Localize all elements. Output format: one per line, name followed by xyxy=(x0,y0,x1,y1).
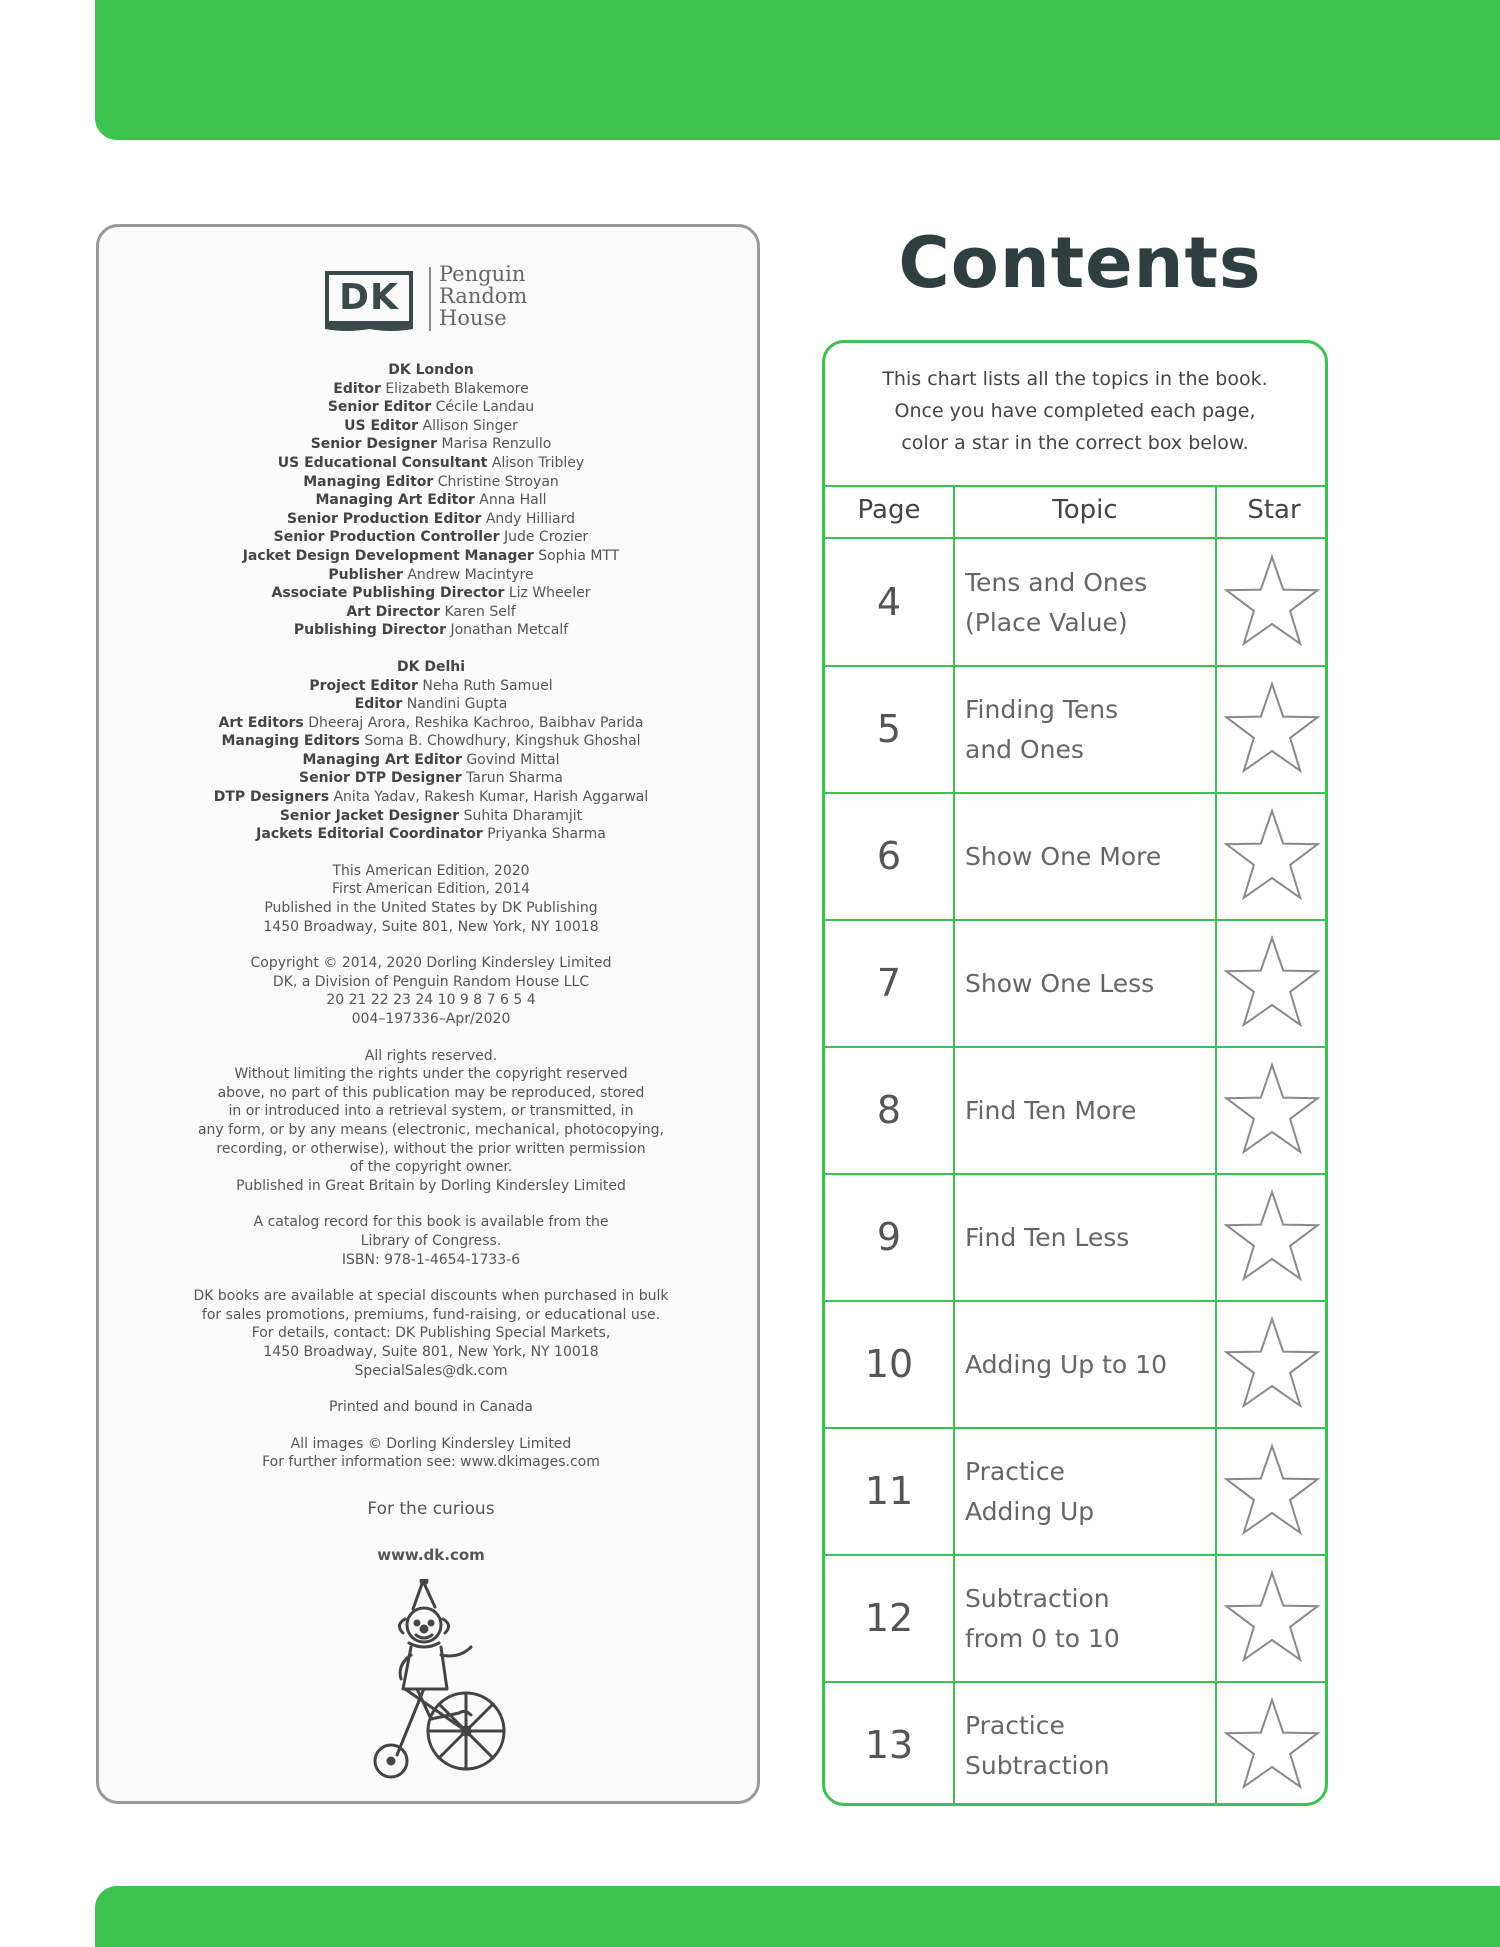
credit-line xyxy=(99,491,763,510)
bottom-green-band xyxy=(95,1886,1500,1947)
special-line: 1450 Broadway, Suite 801, New York, NY 10018 xyxy=(263,1343,599,1360)
catalog-line: ISBN: 978-1-4654-1733-6 xyxy=(341,1251,521,1268)
credit-name: Alison Tribley xyxy=(491,454,585,471)
credit-name: Allison Singer xyxy=(422,417,518,434)
credit-name: Christine Stroyan xyxy=(437,473,559,490)
credit-name: Sophia MTT xyxy=(538,547,620,564)
publisher-logo xyxy=(325,263,565,333)
credit-line xyxy=(99,788,763,807)
curious-tagline: For the curious xyxy=(367,1498,495,1519)
credit-role: Jacket Design Development Manager xyxy=(242,547,534,564)
intro-line: color a star in the correct box below. xyxy=(901,432,1249,454)
copyright-line: 20 21 22 23 24 10 9 8 7 6 5 4 xyxy=(326,992,536,1009)
website-link[interactable]: www.dk.com xyxy=(377,1546,485,1565)
credit-line xyxy=(99,732,763,751)
contents-row xyxy=(825,793,1328,920)
edition-line: 1450 Broadway, Suite 801, New York, NY 10018 xyxy=(263,918,599,935)
credit-line xyxy=(99,435,763,454)
edition-info xyxy=(99,862,763,936)
edition-line: This American Edition, 2020 xyxy=(332,862,530,879)
contents-row xyxy=(825,1301,1328,1428)
credit-line xyxy=(99,603,763,622)
row-topic: Practice Adding Up xyxy=(965,1456,1095,1526)
row-page-number: 10 xyxy=(864,1342,914,1386)
copyright-line: DK, a Division of Penguin Random House LLC xyxy=(272,973,590,990)
rights-line: in or introduced into a retrieval system, or transmitted, in xyxy=(228,1103,634,1120)
star-icon[interactable] xyxy=(1217,1309,1327,1419)
star-icon[interactable] xyxy=(1217,1690,1327,1800)
row-page-number: 4 xyxy=(876,580,902,624)
credit-line xyxy=(99,454,763,473)
credit-line xyxy=(99,417,763,436)
row-topic: Adding Up to 10 xyxy=(965,1349,1167,1379)
credit-name: Anna Hall xyxy=(479,492,547,509)
intro-line: Once you have completed each page, xyxy=(894,400,1256,422)
chart-intro xyxy=(825,363,1325,459)
credit-name: Nandini Gupta xyxy=(406,696,508,713)
credit-role: Editor xyxy=(354,696,403,713)
credit-name: Karen Self xyxy=(444,603,516,620)
imprint-panel xyxy=(96,224,760,1804)
credit-role: Art Director xyxy=(346,603,440,620)
row-topic: Find Ten More xyxy=(965,1095,1137,1125)
credit-name: Andy Hilliard xyxy=(485,510,575,527)
credit-line xyxy=(99,751,763,770)
rights-line: All rights reserved. xyxy=(364,1047,498,1064)
london-title: DK London xyxy=(388,362,474,378)
star-icon[interactable] xyxy=(1217,1055,1327,1165)
row-page-number: 7 xyxy=(876,961,902,1005)
credit-role: Managing Art Editor xyxy=(302,751,462,768)
credit-role: US Editor xyxy=(344,417,419,434)
credit-line xyxy=(99,677,763,696)
credit-name: Suhita Dharamjit xyxy=(463,807,583,824)
credit-name: Andrew Macintyre xyxy=(407,566,534,583)
row-topic: Show One More xyxy=(965,841,1162,871)
credit-name: Cécile Landau xyxy=(435,399,535,416)
prh-line: House xyxy=(439,306,507,330)
credit-role: Project Editor xyxy=(309,677,418,694)
rights-info xyxy=(99,1047,763,1196)
header-page: Page xyxy=(857,495,921,525)
contents-chart xyxy=(822,340,1328,1806)
row-topic: Finding Tens and Ones xyxy=(965,694,1119,764)
credit-role: Editor xyxy=(333,380,381,397)
credit-role: Jackets Editorial Coordinator xyxy=(256,826,483,843)
credit-line xyxy=(99,769,763,788)
catalog-line: Library of Congress. xyxy=(360,1232,502,1249)
intro-line: This chart lists all the topics in the book. xyxy=(882,368,1268,390)
special-line: for sales promotions, premiums, fund-raising, or educational use. xyxy=(201,1306,661,1323)
prh-logo xyxy=(439,263,527,329)
catalog-info xyxy=(99,1213,763,1269)
header-star: Star xyxy=(1247,495,1301,525)
contents-row xyxy=(825,1047,1328,1174)
images-line: For further information see: www.dkimages.com xyxy=(262,1454,600,1471)
credit-name: Dheeraj Arora, Reshika Kachroo, Baibhav Parida xyxy=(308,714,644,731)
credit-role: Senior DTP Designer xyxy=(299,770,462,787)
credit-line xyxy=(99,807,763,826)
copyright-line: Copyright © 2014, 2020 Dorling Kindersley Limited xyxy=(250,955,612,972)
credit-role: Publisher xyxy=(328,566,403,583)
star-icon[interactable] xyxy=(1217,1436,1327,1546)
logo-divider xyxy=(429,267,431,331)
credit-line xyxy=(99,566,763,585)
credit-role: DTP Designers xyxy=(213,789,330,806)
delhi-credit-list xyxy=(99,677,763,844)
credit-role: US Educational Consultant xyxy=(277,454,488,471)
credit-line xyxy=(99,695,763,714)
credit-name: Liz Wheeler xyxy=(508,585,591,602)
row-page-number: 11 xyxy=(864,1469,914,1513)
credit-line xyxy=(99,714,763,733)
credit-name: Tarun Sharma xyxy=(466,770,563,787)
credit-role: Managing Editors xyxy=(221,733,360,750)
credit-line xyxy=(99,528,763,547)
credit-line xyxy=(99,380,763,399)
rights-line: of the copyright owner. xyxy=(349,1159,513,1176)
credit-name: Jonathan Metcalf xyxy=(450,622,569,639)
credit-name: Jude Crozier xyxy=(503,529,589,546)
star-icon[interactable] xyxy=(1217,928,1327,1038)
row-page-number: 8 xyxy=(876,1088,902,1132)
edition-line: First American Edition, 2014 xyxy=(332,881,530,898)
row-page-number: 12 xyxy=(864,1596,914,1640)
row-topic: Find Ten Less xyxy=(965,1222,1130,1252)
contents-row xyxy=(825,1428,1328,1555)
star-icon[interactable] xyxy=(1217,547,1327,657)
credit-role: Associate Publishing Director xyxy=(271,585,505,602)
top-green-band xyxy=(95,0,1500,140)
contents-row xyxy=(825,1174,1328,1301)
special-line: DK books are available at special discounts when purchased in bulk xyxy=(193,1288,669,1305)
star-icon[interactable] xyxy=(1217,1182,1327,1292)
prh-line: Random xyxy=(439,284,528,308)
credit-line xyxy=(99,621,763,640)
credit-role: Art Editors xyxy=(218,714,304,731)
special-sales-info xyxy=(99,1287,763,1380)
star-icon[interactable] xyxy=(1217,1563,1327,1673)
row-page-number: 9 xyxy=(876,1215,902,1259)
credit-name: Elizabeth Blakemore xyxy=(385,380,529,397)
book-icon xyxy=(325,325,413,333)
credit-line xyxy=(99,510,763,529)
row-topic: Tens and Ones (Place Value) xyxy=(965,567,1148,637)
contents-title: Contents xyxy=(898,222,1262,304)
credit-name: Priyanka Sharma xyxy=(487,826,606,843)
row-topic: Practice Subtraction xyxy=(965,1710,1110,1780)
rights-line: Without limiting the rights under the copyright reserved xyxy=(234,1066,628,1083)
contents-row xyxy=(825,1682,1328,1806)
credit-line xyxy=(99,825,763,844)
header-topic: Topic xyxy=(1052,495,1118,525)
credit-line xyxy=(99,398,763,417)
credit-role: Senior Production Editor xyxy=(287,510,482,527)
clown-on-unicycle-illustration xyxy=(361,1579,521,1779)
credit-line xyxy=(99,547,763,566)
row-page-number: 6 xyxy=(876,834,902,878)
images-line: All images © Dorling Kindersley Limited xyxy=(290,1435,572,1452)
contents-row xyxy=(825,920,1328,1047)
rights-line: above, no part of this publication may be reproduced, stored xyxy=(217,1084,645,1101)
edition-line: Published in the United States by DK Publishing xyxy=(264,900,598,917)
images-info xyxy=(99,1435,763,1472)
contents-row xyxy=(825,1555,1328,1682)
dk-logo-text: DK xyxy=(325,271,413,325)
credit-name: Soma B. Chowdhury, Kingshuk Ghoshal xyxy=(364,733,641,750)
credit-role: Senior Jacket Designer xyxy=(279,807,460,824)
credit-role: Managing Art Editor xyxy=(315,492,475,509)
copyright-info xyxy=(99,954,763,1028)
special-line: For details, contact: DK Publishing Special Markets, xyxy=(251,1325,611,1342)
credit-name: Neha Ruth Samuel xyxy=(422,677,553,694)
row-topic: Subtraction from 0 to 10 xyxy=(965,1583,1120,1653)
star-icon[interactable] xyxy=(1217,801,1327,911)
credit-role: Publishing Director xyxy=(293,622,446,639)
rights-line: recording, or otherwise), without the prior written permission xyxy=(216,1140,646,1157)
catalog-line: A catalog record for this book is available from the xyxy=(253,1214,609,1231)
credit-line xyxy=(99,473,763,492)
credit-name: Marisa Renzullo xyxy=(441,436,552,453)
rights-line: any form, or by any means (electronic, mechanical, photocopying, xyxy=(197,1121,665,1138)
star-icon[interactable] xyxy=(1217,674,1327,784)
prh-line: Penguin xyxy=(439,262,526,286)
copyright-line: 004–197336–Apr/2020 xyxy=(351,1011,511,1027)
credit-line xyxy=(99,584,763,603)
header-top-line xyxy=(825,485,1328,487)
special-line: SpecialSales@dk.com xyxy=(354,1362,508,1379)
row-page-number: 5 xyxy=(876,707,902,751)
credit-name: Anita Yadav, Rakesh Kumar, Harish Aggarwal xyxy=(333,789,649,806)
printed-line: Printed and bound in Canada xyxy=(329,1399,533,1416)
credit-name: Govind Mittal xyxy=(466,751,560,768)
rights-line: Published in Great Britain by Dorling Kindersley Limited xyxy=(236,1177,626,1194)
credit-role: Senior Production Controller xyxy=(273,529,500,546)
contents-row xyxy=(825,539,1328,666)
credit-role: Senior Editor xyxy=(327,399,432,416)
delhi-title: DK Delhi xyxy=(396,658,466,675)
row-page-number: 13 xyxy=(864,1723,914,1767)
row-topic: Show One Less xyxy=(965,968,1155,998)
credit-role: Managing Editor xyxy=(303,473,434,490)
imprint-credits xyxy=(99,361,763,1565)
london-credit-list xyxy=(99,380,763,640)
contents-row xyxy=(825,666,1328,793)
credit-role: Senior Designer xyxy=(310,436,438,453)
